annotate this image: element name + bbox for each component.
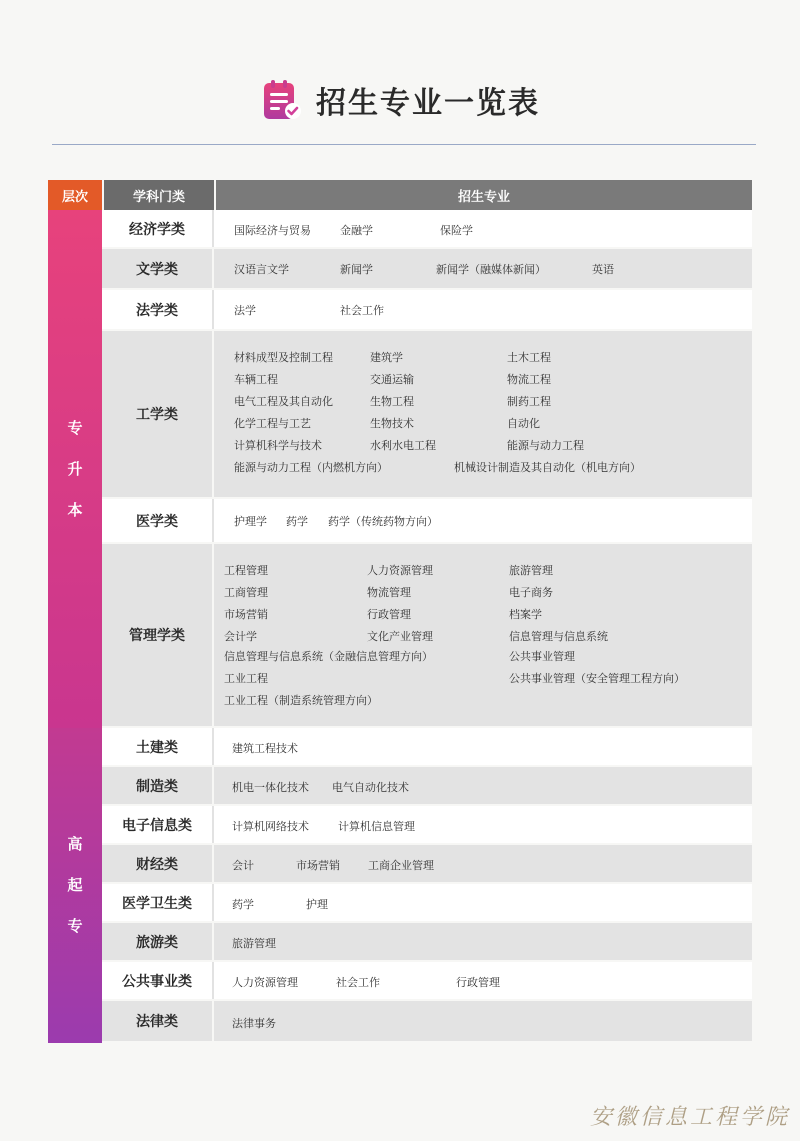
major-item: 公共事业管理 <box>509 650 575 663</box>
table-row <box>102 210 752 249</box>
major-item: 市场营销 <box>224 608 268 621</box>
page-title: 招生专业一览表 <box>316 86 540 121</box>
watermark-stamp: 安徽信息工程学院 <box>589 1105 790 1130</box>
major-item: 汉语言文学 <box>234 263 289 276</box>
table-row <box>102 806 752 845</box>
major-item: 新闻学（融媒体新闻） <box>436 263 546 276</box>
table-row <box>102 331 752 499</box>
major-item: 市场营销 <box>296 859 340 872</box>
majors-cell <box>214 806 752 843</box>
level-group-gaoqizhuan <box>48 728 752 1043</box>
major-item: 公共事业管理（安全管理工程方向） <box>509 672 685 685</box>
major-item: 社会工作 <box>336 976 380 989</box>
major-item: 保险学 <box>440 224 473 237</box>
level-char: 高 <box>67 835 83 853</box>
table-row <box>102 544 752 728</box>
major-item: 药学 <box>232 898 254 911</box>
header-category: 学科门类 <box>102 180 214 210</box>
level-label <box>48 210 102 728</box>
major-item: 交通运输 <box>370 373 414 386</box>
majors-cell <box>214 290 752 329</box>
category-cell: 旅游类 <box>102 923 214 960</box>
major-item: 能源与动力工程 <box>507 439 584 452</box>
major-item: 人力资源管理 <box>232 976 298 989</box>
major-item: 金融学 <box>340 224 373 237</box>
level-char: 专 <box>67 418 83 437</box>
major-item: 能源与动力工程（内燃机方向） <box>234 461 388 474</box>
category-cell: 法学类 <box>102 290 214 329</box>
major-item: 社会工作 <box>340 304 384 317</box>
major-item: 护理 <box>306 898 328 911</box>
major-item: 人力资源管理 <box>367 564 433 577</box>
major-item: 电气自动化技术 <box>332 781 409 794</box>
majors-cell <box>214 544 752 726</box>
category-cell: 制造类 <box>102 767 214 804</box>
table-row <box>102 290 752 331</box>
major-item: 旅游管理 <box>232 937 276 950</box>
majors-cell <box>214 884 752 921</box>
table-row <box>102 249 752 290</box>
major-item: 法律事务 <box>232 1017 276 1030</box>
majors-table <box>48 180 752 1043</box>
table-row <box>102 767 752 806</box>
header-majors: 招生专业 <box>214 180 752 210</box>
major-item: 信息管理与信息系统 <box>509 630 608 643</box>
major-item: 机械设计制造及其自动化（机电方向） <box>454 461 641 474</box>
header-divider <box>52 144 756 145</box>
category-cell: 管理学类 <box>102 544 214 726</box>
major-item: 文化产业管理 <box>367 630 433 643</box>
table-row <box>102 499 752 544</box>
major-item: 工业工程（制造系统管理方向） <box>224 694 378 707</box>
major-item: 计算机网络技术 <box>232 820 309 833</box>
category-cell: 医学类 <box>102 499 214 542</box>
page-header <box>0 70 800 130</box>
major-item: 药学（传统药物方向） <box>328 515 438 528</box>
majors-cell <box>214 728 752 765</box>
major-item: 电子商务 <box>509 586 553 599</box>
table-row <box>102 845 752 884</box>
major-item: 机电一体化技术 <box>232 781 309 794</box>
level-label <box>48 728 102 1043</box>
major-item: 制药工程 <box>507 395 551 408</box>
category-cell: 法律类 <box>102 1001 214 1041</box>
majors-cell <box>214 331 752 497</box>
major-item: 电气工程及其自动化 <box>234 395 333 408</box>
category-cell: 文学类 <box>102 249 214 288</box>
level-group-zhuanshengben <box>48 210 752 728</box>
table-row <box>102 884 752 923</box>
level-char: 专 <box>67 917 83 935</box>
major-item: 计算机科学与技术 <box>234 439 322 452</box>
majors-cell <box>214 249 752 288</box>
table-row <box>102 923 752 962</box>
major-item: 旅游管理 <box>509 564 553 577</box>
majors-cell <box>214 962 752 999</box>
major-item: 土木工程 <box>507 351 551 364</box>
majors-cell <box>214 845 752 882</box>
major-item: 水利水电工程 <box>370 439 436 452</box>
table-row <box>102 1001 752 1043</box>
majors-cell <box>214 923 752 960</box>
level-char: 本 <box>67 500 83 519</box>
major-item: 会计 <box>232 859 254 872</box>
majors-cell <box>214 499 752 542</box>
table-row <box>102 728 752 767</box>
major-item: 工程管理 <box>224 564 268 577</box>
major-item: 药学 <box>286 515 308 528</box>
major-item: 行政管理 <box>456 976 500 989</box>
category-cell: 财经类 <box>102 845 214 882</box>
majors-cell <box>214 210 752 247</box>
major-item: 生物工程 <box>370 395 414 408</box>
major-item: 工商管理 <box>224 586 268 599</box>
major-item: 车辆工程 <box>234 373 278 386</box>
major-item: 档案学 <box>509 608 542 621</box>
major-item: 法学 <box>234 304 256 317</box>
major-item: 自动化 <box>507 417 540 430</box>
checklist-icon <box>260 78 304 122</box>
major-item: 工商企业管理 <box>368 859 434 872</box>
category-cell: 公共事业类 <box>102 962 214 999</box>
major-item: 建筑工程技术 <box>232 742 298 755</box>
major-item: 工业工程 <box>224 672 268 685</box>
major-item: 护理学 <box>234 515 267 528</box>
major-item: 英语 <box>592 263 614 276</box>
category-cell: 工学类 <box>102 331 214 497</box>
major-item: 物流管理 <box>367 586 411 599</box>
major-item: 信息管理与信息系统（金融信息管理方向） <box>224 650 433 663</box>
majors-cell <box>214 1001 752 1041</box>
major-item: 化学工程与工艺 <box>234 417 311 430</box>
major-item: 行政管理 <box>367 608 411 621</box>
major-item: 国际经济与贸易 <box>234 224 311 237</box>
major-item: 建筑学 <box>370 351 403 364</box>
category-cell: 医学卫生类 <box>102 884 214 921</box>
category-cell: 土建类 <box>102 728 214 765</box>
table-header <box>48 180 752 210</box>
header-level: 层次 <box>48 180 102 210</box>
major-item: 计算机信息管理 <box>338 820 415 833</box>
category-cell: 电子信息类 <box>102 806 214 843</box>
category-cell: 经济学类 <box>102 210 214 247</box>
level-char: 起 <box>67 876 83 894</box>
level-char: 升 <box>67 459 83 478</box>
table-row <box>102 962 752 1001</box>
major-item: 生物技术 <box>370 417 414 430</box>
major-item: 新闻学 <box>340 263 373 276</box>
major-item: 材料成型及控制工程 <box>234 351 333 364</box>
major-item: 物流工程 <box>507 373 551 386</box>
majors-cell <box>214 767 752 804</box>
major-item: 会计学 <box>224 630 257 643</box>
